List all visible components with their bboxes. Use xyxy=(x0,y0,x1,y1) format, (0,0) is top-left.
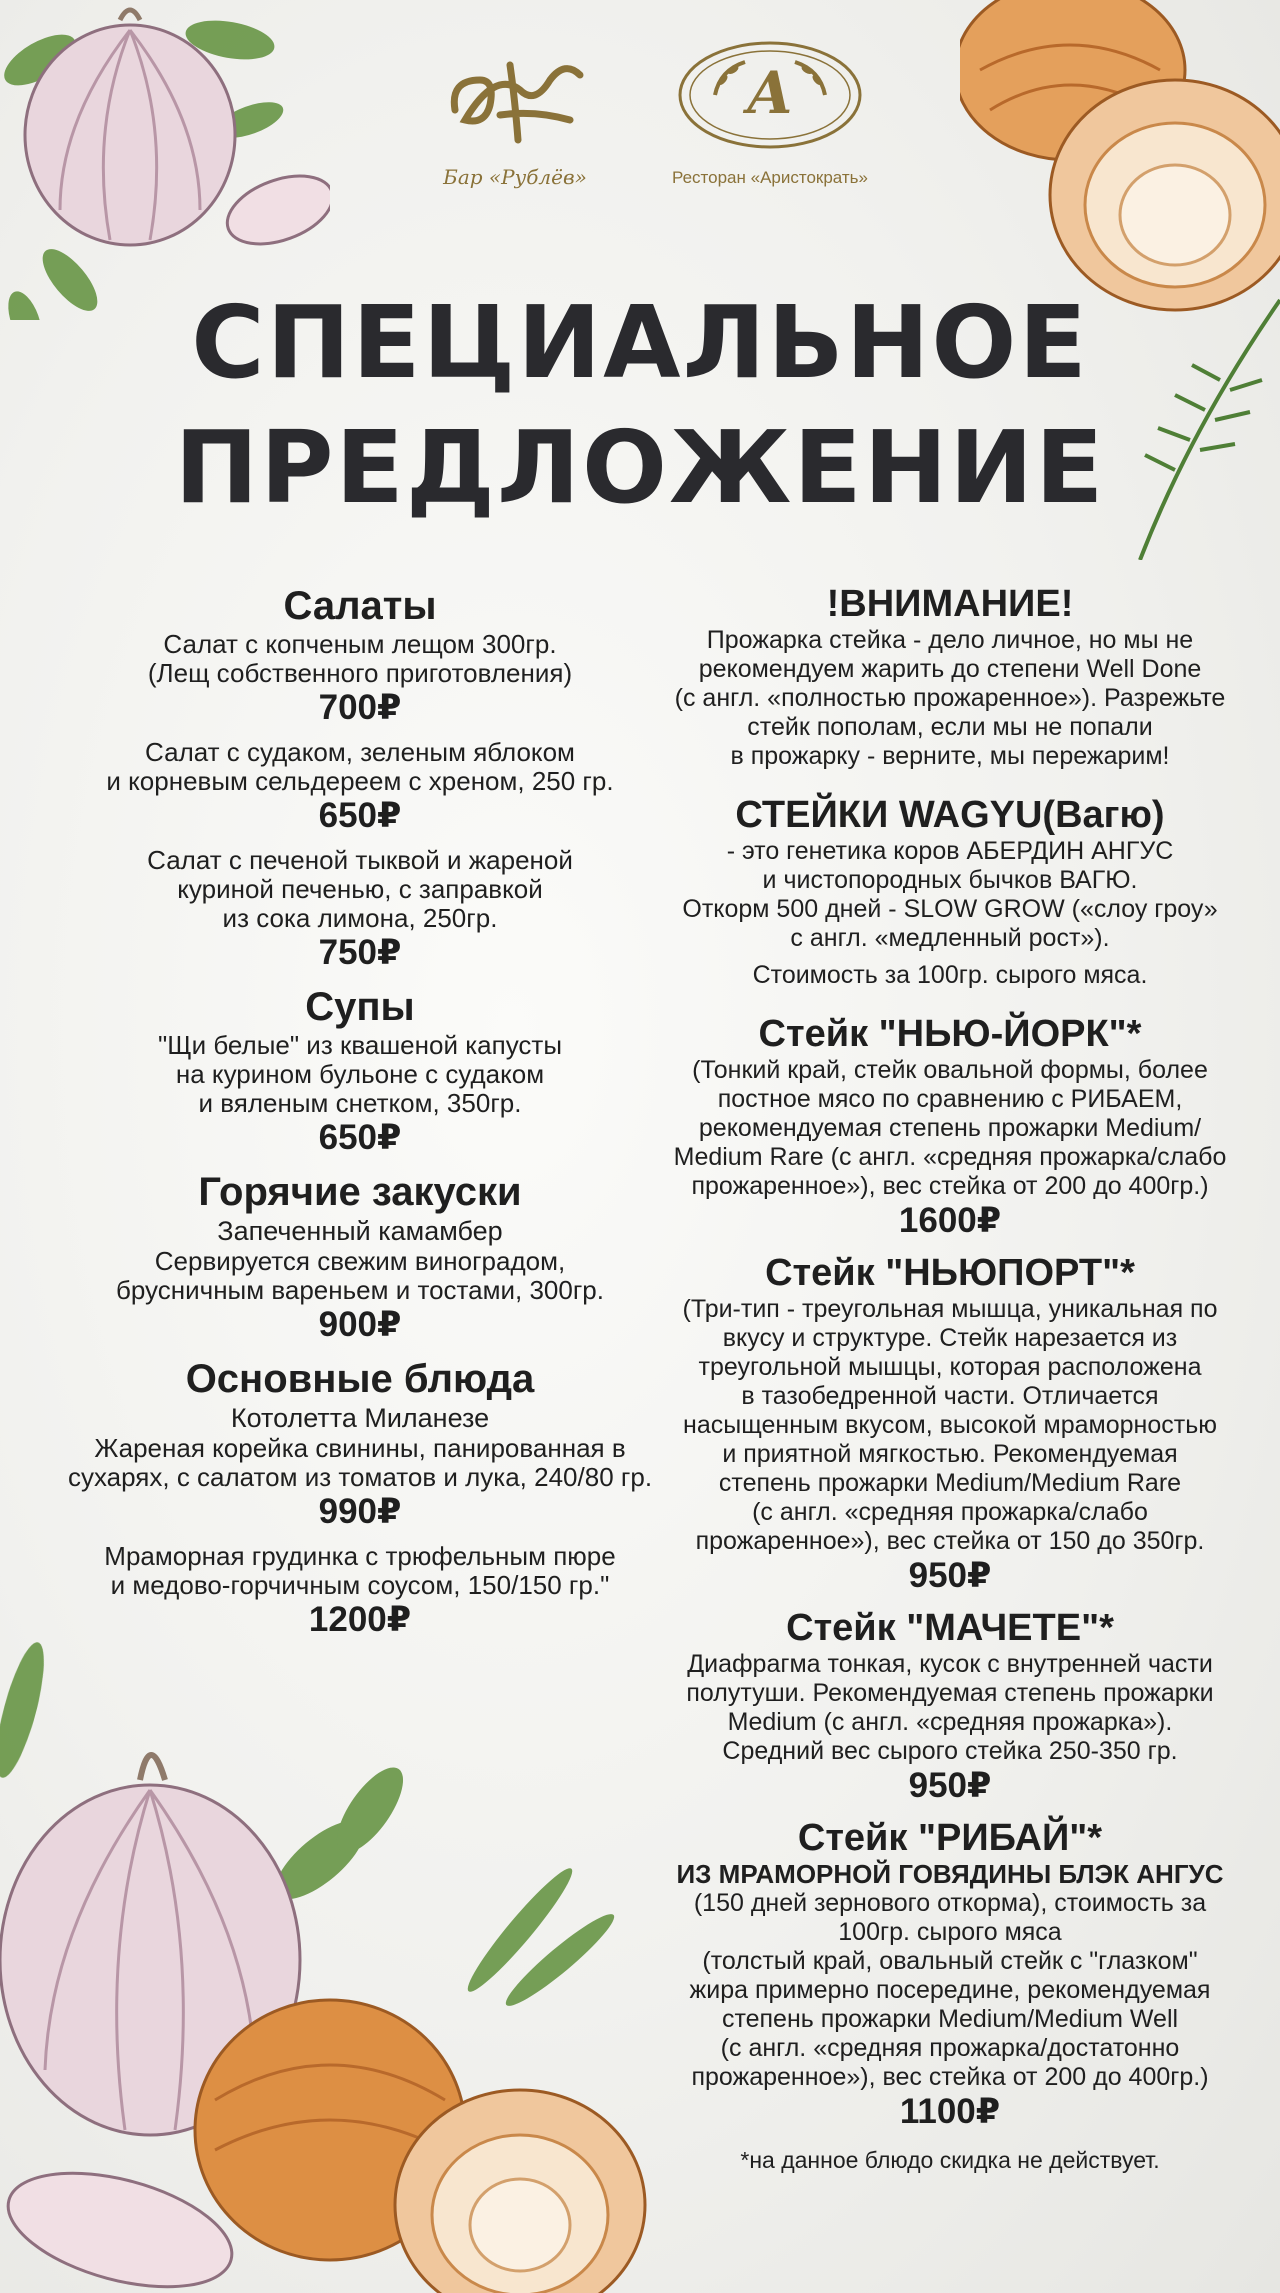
steak-ribeye-title: Стейк "РИБАЙ"* xyxy=(797,1817,1103,1859)
steak-machete-title: Стейк "МАЧЕТЕ"* xyxy=(786,1607,1114,1649)
steak-ribeye-line: степень прожарки Medium/Medium Well xyxy=(721,2005,1179,2033)
steak-newport-line: треугольной мышцы, которая расположена xyxy=(698,1353,1202,1381)
menu-item-price: 700₽ xyxy=(318,688,402,727)
menu-item-line: из сока лимона, 250гр. xyxy=(222,903,498,933)
steak-newport-line: (с англ. «средняя прожарка/слабо xyxy=(752,1498,1148,1526)
steak-ny-line: рекомендуемая степень прожарки Medium/ xyxy=(698,1114,1202,1142)
discount-footnote: *на данное блюдо скидка не действует. xyxy=(740,2147,1160,2173)
menu-item-price: 750₽ xyxy=(318,933,402,972)
wagyu-cost-note: Стоимость за 100гр. сырого мяса. xyxy=(752,961,1148,989)
wagyu-line: и чистопородных бычков ВАГЮ. xyxy=(762,866,1138,894)
steak-newport-line: степень прожарки Medium/Medium Rare xyxy=(718,1469,1182,1497)
steak-ribeye-price: 1100₽ xyxy=(899,2092,1001,2131)
menu-item-line: Мраморная грудинка с трюфельным пюре xyxy=(104,1541,616,1571)
left-column xyxy=(65,582,655,1650)
menu-item-price: 650₽ xyxy=(318,796,402,835)
menu-item-line: Жареная корейка свинины, панированная в xyxy=(94,1433,626,1463)
menu-item-line: брусничным вареньем и тостами, 300гр. xyxy=(116,1275,604,1305)
attention-line: в прожарку - верните, мы пережарим! xyxy=(730,742,1170,770)
menu-item-line: и вяленым снетком, 350гр. xyxy=(198,1088,522,1118)
aristocrat-letter: А xyxy=(746,59,794,127)
steak-ribeye-line: прожаренное»), вес стейка от 200 до 400гр.) xyxy=(691,2063,1209,2091)
steak-ribeye-line: (с англ. «средняя прожарка/достатонно xyxy=(720,2034,1180,2062)
menu-item-line: сухарях, с салатом из томатов и лука, 240/80 гр. xyxy=(67,1462,653,1492)
menu-item-line: Салат с печеной тыквой и жареной xyxy=(147,845,573,875)
menu-item-price: 650₽ xyxy=(318,1118,402,1157)
wagyu-line: с англ. «медленный рост»). xyxy=(790,924,1110,952)
logos-block xyxy=(430,40,900,210)
bar-rublev-name: Бар «Рублёв» xyxy=(443,165,587,189)
wagyu-line: - это генетика коров АБЕРДИН АНГУС xyxy=(726,837,1174,865)
steak-ny-line: Medium Rare (с англ. «средняя прожарка/слабо xyxy=(673,1143,1227,1171)
attention-title: !ВНИМАНИЕ! xyxy=(826,583,1074,625)
wagyu-line: Откорм 500 дней - SLOW GROW («слоу гроу» xyxy=(682,895,1218,923)
steak-ny-price: 1600₽ xyxy=(898,1201,1002,1240)
steak-ribeye-line: (толстый край, овальный стейк с "глазком" xyxy=(702,1947,1198,1975)
bar-rublev-logo xyxy=(440,50,590,150)
wagyu-title: СТЕЙКИ WAGYU(Вагю) xyxy=(735,794,1165,836)
steak-machete-line: Средний вес сырого стейка 250-350 гр. xyxy=(722,1737,1178,1765)
steak-newport-title: Стейк "НЬЮПОРТ"* xyxy=(765,1252,1135,1294)
steak-ribeye-line: (150 дней зернового откорма), стоимость за xyxy=(693,1889,1207,1917)
menu-item-line: и корневым сельдереем с хреном, 250 гр. xyxy=(106,766,614,796)
garlic-onion-bottom-left-illustration xyxy=(0,1630,650,2293)
right-column xyxy=(655,582,1245,2174)
menu-item-line: "Щи белые" из квашеной капусты xyxy=(157,1030,562,1060)
menu-item-name: Котолетта Миланезе xyxy=(230,1403,490,1433)
steak-ny-line: постное мясо по сравнению с РИБАЕМ, xyxy=(717,1085,1183,1113)
section-salads-title: Салаты xyxy=(283,584,437,628)
section-mains-title: Основные блюда xyxy=(185,1357,535,1401)
page-title xyxy=(0,280,1280,530)
page-title-line2: ПРЕДЛОЖЕНИЕ xyxy=(174,409,1106,526)
steak-machete-line: Medium (с англ. «средняя прожарка»). xyxy=(727,1708,1173,1736)
menu-item-line: Салат с копченым лещом 300гр. xyxy=(163,629,557,659)
steak-ribeye-subtitle: ИЗ МРАМОРНОЙ ГОВЯДИНЫ БЛЭК АНГУС xyxy=(676,1859,1224,1889)
steak-newport-line: в тазобедренной части. Отличается xyxy=(741,1382,1159,1410)
steak-ribeye-line: жира примерно посередине, рекомендуемая xyxy=(689,1976,1211,2004)
attention-line: стейк пополам, если мы не попали xyxy=(747,713,1153,741)
menu-item-line: Сервируется свежим виноградом, xyxy=(154,1246,566,1276)
menu-item-name: Запеченный камамбер xyxy=(217,1216,503,1246)
menu-item-price: 990₽ xyxy=(318,1492,402,1531)
steak-newport-line: прожаренное»), вес стейка от 150 до 350гр. xyxy=(695,1527,1205,1555)
steak-ny-line: прожаренное»), вес стейка от 200 до 400гр.) xyxy=(691,1172,1209,1200)
steak-machete-line: Диафрагма тонкая, кусок с внутренней части xyxy=(687,1650,1213,1678)
menu-item-line: куриной печенью, с заправкой xyxy=(177,874,543,904)
menu-item-price: 900₽ xyxy=(318,1305,402,1344)
steak-ribeye-line: 100гр. сырого мяса xyxy=(838,1918,1062,1946)
section-hot-starters-title: Горячие закуски xyxy=(198,1170,522,1214)
garlic-top-left-illustration xyxy=(0,0,330,320)
steak-newport-line: (Три-тип - треугольная мышца, уникальная по xyxy=(682,1295,1218,1323)
aristocrat-name: Ресторан «Аристократь» xyxy=(672,168,868,187)
steak-newport-price: 950₽ xyxy=(908,1556,992,1595)
attention-line: (с англ. «полностью прожаренное»). Разрежьте xyxy=(674,684,1226,712)
menu-item-line: на курином бульоне с судаком xyxy=(175,1059,545,1089)
menu-item-line: Салат с судаком, зеленым яблоком xyxy=(145,737,575,767)
steak-machete-line: полутуши. Рекомендуемая степень прожарки xyxy=(686,1679,1214,1707)
menu-item-line: и медово-горчичным соусом, 150/150 гр." xyxy=(110,1570,610,1600)
steak-ny-title: Стейк "НЬЮ-ЙОРК"* xyxy=(758,1013,1142,1055)
steak-newport-line: вкусу и структуре. Стейк нарезается из xyxy=(722,1324,1178,1352)
menu-item-price: 1200₽ xyxy=(308,1600,412,1639)
attention-line: рекомендуем жарить до степени Well Done xyxy=(698,655,1202,683)
steak-ny-line: (Тонкий край, стейк овальной формы, более xyxy=(692,1056,1208,1084)
menu-item-line: (Лещ собственного приготовления) xyxy=(147,658,573,688)
steak-newport-line: и приятной мягкостью. Рекомендуемая xyxy=(722,1440,1178,1468)
section-soups-title: Супы xyxy=(305,985,415,1029)
attention-line: Прожарка стейка - дело личное, но мы не xyxy=(706,626,1194,654)
steak-machete-price: 950₽ xyxy=(908,1766,992,1805)
page-title-line1: СПЕЦИАЛЬНОЕ xyxy=(191,284,1089,401)
steak-newport-line: насыщенным вкусом, высокой мраморностью xyxy=(683,1411,1217,1439)
